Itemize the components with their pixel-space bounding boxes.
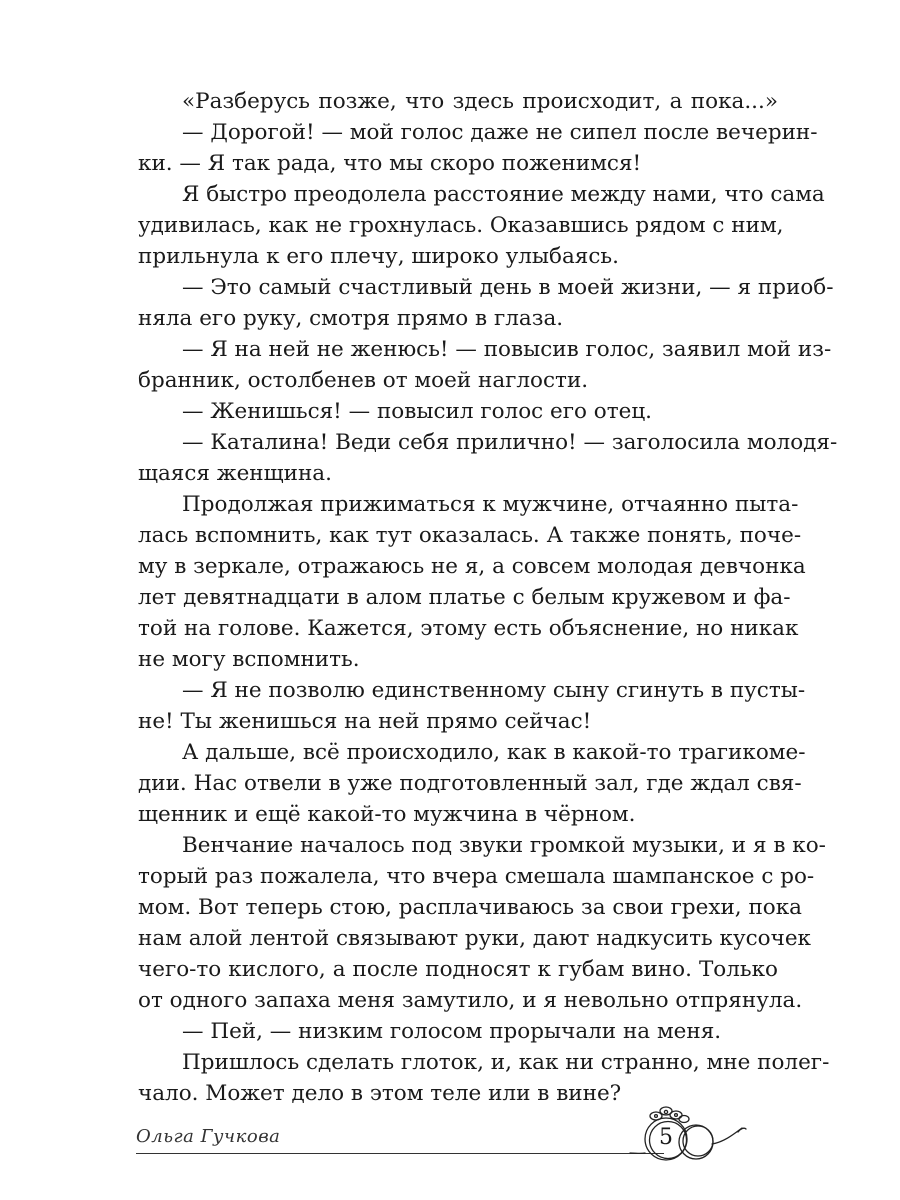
text-line: — Дорогой! — мой голос даже не сипел после вечерин- bbox=[182, 120, 818, 145]
text-line: мом. Вот теперь стою, расплачиваюсь за свои грехи, пока bbox=[138, 895, 803, 920]
text-line: прильнула к его плечу, широко улыбаясь. bbox=[138, 244, 619, 269]
text-line: лась вспомнить, как тут оказалась. А также понять, поче- bbox=[138, 523, 802, 548]
text-line: ки. — Я так рада, что мы скоро поженимся! bbox=[138, 151, 642, 176]
text-line: той на голове. Кажется, этому есть объяснение, но никак bbox=[138, 616, 799, 641]
text-line: няла его руку, смотря прямо в глаза. bbox=[138, 306, 564, 331]
text-line: му в зеркале, отражаюсь не я, а совсем молодая девчонка bbox=[138, 554, 806, 579]
text-line: — Я не позволю единственному сыну сгинуть в пусты- bbox=[182, 678, 806, 703]
text-line: «Разберусь позже, что здесь происходит, а пока...» bbox=[182, 89, 778, 114]
text-line: Пришлось сделать глоток, и, как ни странно, мне полег- bbox=[182, 1050, 830, 1075]
text-line: — Женишься! — повысил голос его отец. bbox=[182, 399, 653, 424]
text-line: щенник и ещё какой-то мужчина в чёрном. bbox=[138, 802, 636, 827]
footer-divider bbox=[136, 1153, 664, 1154]
text-line: — Это самый счастливый день в моей жизни, — я приоб- bbox=[182, 275, 834, 300]
text-line: от одного запаха меня замутило, и я невольно отпрянула. bbox=[138, 988, 803, 1013]
text-line: дии. Нас отвели в уже подготовленный зал, где ждал свя- bbox=[138, 771, 802, 796]
footer-author-name: Ольга Гучкова bbox=[136, 1126, 281, 1147]
text-line: А дальше, всё происходило, как в какой-то трагикоме- bbox=[182, 740, 806, 765]
page-number: 5 bbox=[659, 1125, 673, 1150]
text-line: Я быстро преодолела расстояние между нами, что сама bbox=[182, 182, 825, 207]
text-line: удивилась, как не грохнулась. Оказавшись рядом с ним, bbox=[138, 213, 784, 238]
text-line: Продолжая прижиматься к мужчине, отчаянно пыта- bbox=[182, 492, 799, 517]
text-line: не могу вспомнить. bbox=[138, 647, 360, 672]
text-line: чего-то кислого, а после подносят к губам вино. Только bbox=[138, 957, 778, 982]
text-line: торый раз пожалела, что вчера смешала шампанское с ро- bbox=[138, 864, 815, 889]
text-line: щаяся женщина. bbox=[138, 461, 332, 486]
text-line: — Каталина! Веди себя прилично! — заголосила молодя- bbox=[182, 430, 838, 455]
text-line: Венчание началось под звуки громкой музыки, и я в ко- bbox=[182, 833, 826, 858]
text-line: нам алой лентой связывают руки, дают надкусить кусочек bbox=[138, 926, 811, 951]
page-body-text bbox=[138, 86, 838, 1109]
text-line: не! Ты женишься на ней прямо сейчас! bbox=[138, 709, 592, 734]
text-line: лет девятнадцати в алом платье с белым кружевом и фа- bbox=[138, 585, 791, 610]
text-line: — Пей, — низким голосом прорычали на меня. bbox=[182, 1019, 722, 1044]
text-line: — Я на ней не женюсь! — повысив голос, заявил мой из- bbox=[182, 337, 832, 362]
text-line: бранник, остолбенев от моей наглости. bbox=[138, 368, 589, 393]
text-line: чало. Может дело в этом теле или в вине? bbox=[138, 1081, 622, 1106]
